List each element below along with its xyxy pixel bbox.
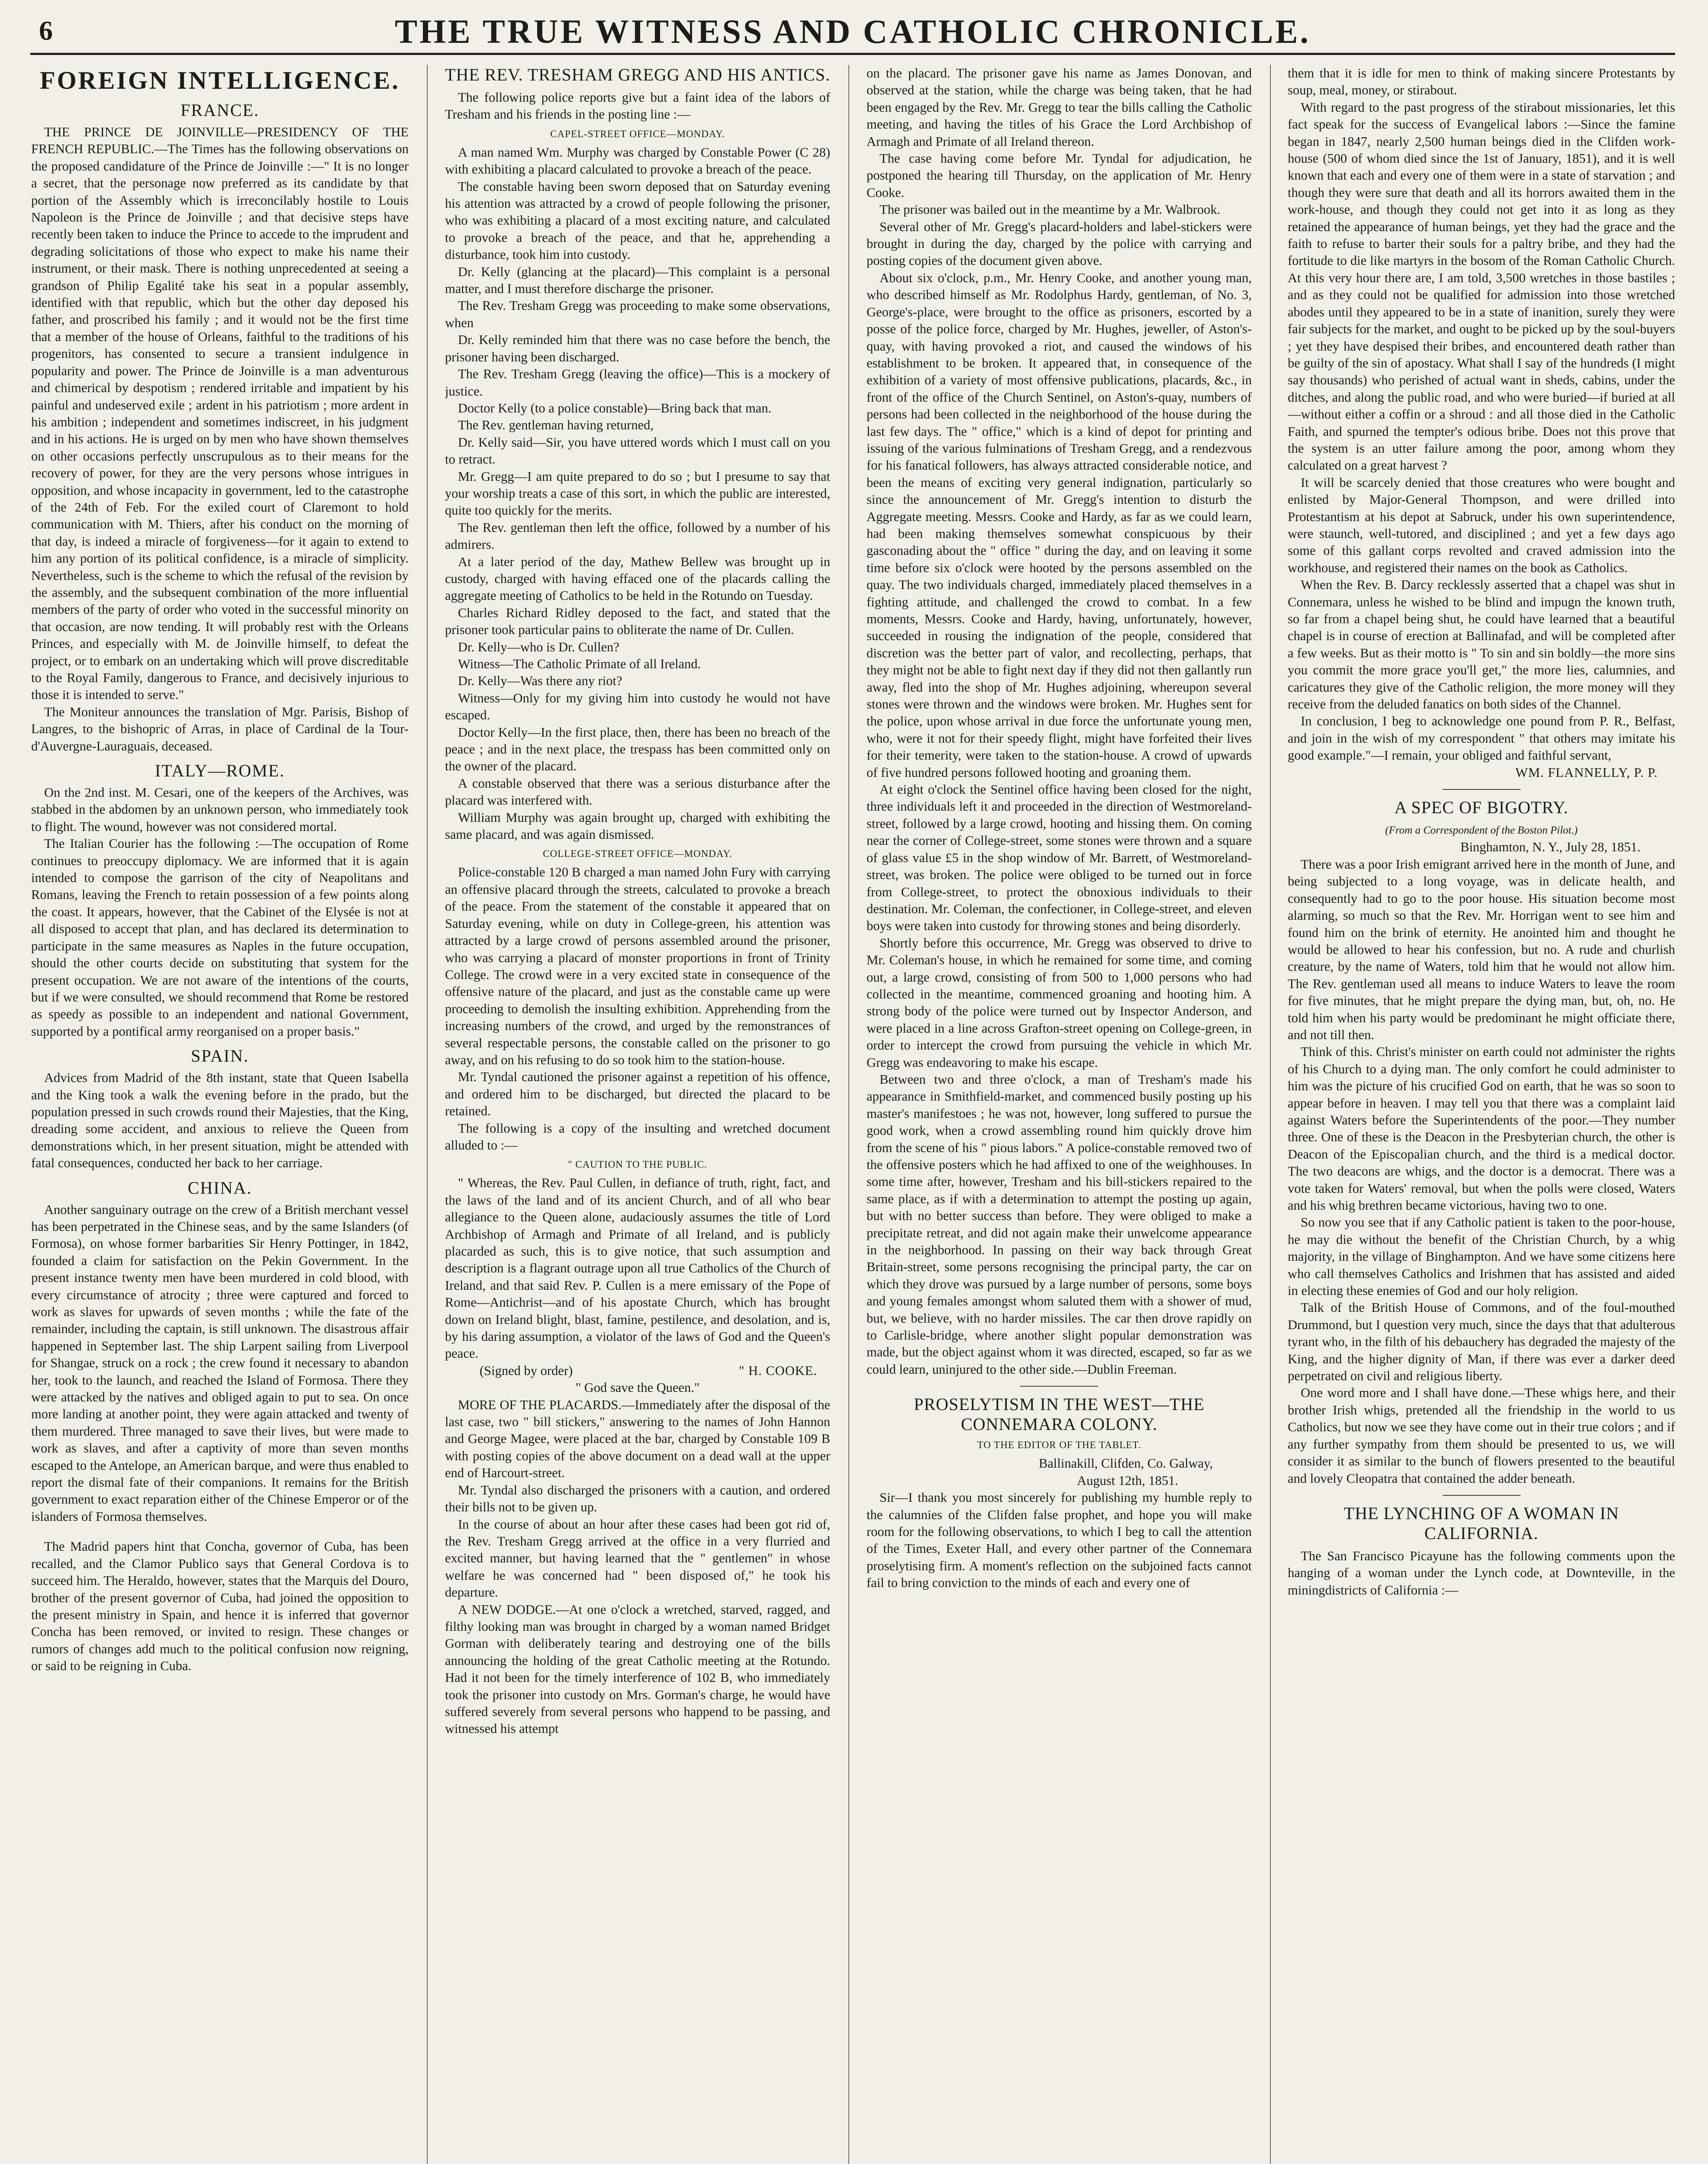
article-paragraph: Dr. Kelly—who is Dr. Cullen? [458, 639, 619, 654]
article-paragraph: Dr. Kelly (glancing at the placard)—This complaint is a personal matter, and I must therefore discharge the prisoner. [445, 264, 830, 296]
article-paragraph: When the Rev. B. Darcy recklessly asserted that a chapel was shut in Connemara, unless he wished to be blind and impugn the known truth, so far from a chapel being shut, he could have learned that a beautiful chapel is in course of erection at Ballinafad, and will be completed after a few weeks. But as their motto is " To sin and sin boldly—the more sins you commit the more grace you'll get," the more lies, calumnies, and caricatures they give of the Catholic religion, the more money will they receive from the deluded fanatics on both sides of the Channel. [1288, 577, 1675, 712]
article-paragraph: Dr. Kelly reminded him that there was no case before the bench, the prisoner having been discharged. [445, 332, 830, 364]
article-paragraph: Think of this. Christ's minister on earth could not administer the rights of his Church to a dying man. The only comfort he could administer to him was the picture of his crucified God on earth, that he was so soon to appear before in heaven. I may tell you that there was a complaint laid against Waters before the Superintendents of the poor.—They number three. One of these is the Deacon in the Presbyterian church, the other is Deacon of the Episcopalian church, and the third is a medical doctor. The two deacons are whigs, and the doctor is a democrat. There was a vote taken for Waters' removal, but when the polls were closed, Waters and his whig brethren became victorious, having two to one. [1288, 1044, 1675, 1213]
column-separator [427, 65, 428, 2164]
article-paragraph: Several other of Mr. Gregg's placard-holders and label-stickers were brought in during the day, charged by the police with carrying and posting copies of the document given above. [867, 219, 1252, 268]
article-paragraph: Between two and three o'clock, a man of Tresham's made his appearance in Smithfield-market, and commenced busily posting up his master's manifestoes ; he was not, however, long suffered to pursue the good work, when a crowd assembling round him quickly drove him from the scene of his " pious labors." A police-constable removed two of the offensive posters which he had affixed to one of the weighhouses. In some time after, however, Tresham and his bill-stickers repaired to the same place, as if with a determination to attempt the posting up again, but with no better success than before. They were obliged to make a precipitate retreat, and did not again make their unwelcome appearance in the neighborhood. In passing on their way back through Great Britain-street, some persons recognising the principal party, the car on which they drove was pursued by a large number of persons, some boys and young females amongst whom saluted them with a shower of mud, but, we believe, with no harder missiles. The car then drove rapidly on to Carlisle-bridge, where another slight popular demonstration was made, but the object against whom it was directed, escaped, so far as we could learn, uninjured to the other side.—Dublin Freeman. [867, 1072, 1252, 1377]
page-number: 6 [39, 15, 53, 46]
article-paragraph: Mr. Tyndal also discharged the prisoners with a caution, and ordered their bills not to be given up. [445, 1482, 830, 1515]
article-paragraph: Dr. Kelly—Was there any riot? [458, 673, 622, 689]
article-paragraph: The Rev. gentleman then left the office, followed by a number of his admirers. [445, 520, 830, 552]
to-the-editor: TO THE EDITOR OF THE TABLET. [977, 1439, 1141, 1451]
dateline: Ballinakill, Clifden, Co. Galway, [1038, 1456, 1213, 1471]
article-paragraph: Mr. Gregg—I am quite prepared to do so ; but I presume to say that your worship treats a case of this sort, in which the public are interested, quite too quickly for the merits. [445, 469, 830, 518]
article-paragraph: There was a poor Irish emigrant arrived here in the month of June, and being subjected to a long voyage, was in delicate health, and consequently had to go to the poor house. His situation become most alarming, so much so that the Rev. Mr. Horrigan went to see him and found him on the brink of eternity. He anointed him and thought he would be allowed to hear his confession, but no. A rude and churlish creature, by the name of Waters, told him that he would not allow him. The Rev. gentleman used all means to induce Waters to leave the room for five minutes, that he might prepare the dying man, but, oh, no. He told him when his party would be predominant he might officiate there, and not till then. [1288, 857, 1675, 1042]
article-paragraph: On the 2nd inst. M. Cesari, one of the keepers of the Archives, was stabbed in the abdomen by an unknown person, who immediately took to flight. The wound, however was not considered mortal. [31, 785, 409, 834]
column-separator [1270, 65, 1271, 2164]
masthead [30, 9, 1675, 57]
article-paragraph: With regard to the past progress of the stirabout missionaries, let this fact speak for the success of Evangelical labors :—Since the famine began in 1847, nearly 2,500 human beings died in the Clifden work-house (500 of whom died since the 1st of January, 1851), and it is well known that each and every one of them were in a state of starvation ; and though they were sure that death and all its horrors awaited them in the work-house, and though they could not get into it as long as they retained the appearance of human beings, yet they had the grace and the faith to refuse to barter their souls for a paltry bribe, and they had the fortitude to die like martyrs in the bosom of the Roman Catholic Church. At this very hour there are, I am told, 3,500 wretches in those bastiles ; and as they could not be qualified for admission into those wretched abodes until they appeared to be in a state of inanition, surely they were fair subjects for the market, and ought to be picked up by the soul-buyers ; yet they have despised their bribes, and encountered death rather than be guilty of the sin of apostacy. What shall I say of the hundreds (I might say thousands) who perished of actual want in sheds, cabins, under the ditches, and along the public road, and who were buried—if buried at all—without either a coffin or a shroud : and all those died in the Catholic Faith, and spurned the tempter's odious bribe. Does not this prove that the system is an utter failure among the poor, among whom they calculated on a great harvest ? [1288, 100, 1675, 473]
divider [1443, 1495, 1521, 1496]
article-paragraph: MORE OF THE PLACARDS.—Immediately after the disposal of the last case, two " bill stickers," answering to the names of John Hannon and George Magee, were placed at the bar, charged by Constable 109 B with posting copies of the above document on a dead wall at the upper end of Harcourt-street. [445, 1397, 830, 1481]
article-paragraph: The constable having been sworn deposed that on Saturday evening his attention was attracted by a crowd of people following the prisoner, who was exhibiting a placard of a most exciting nature, and calculated to provoke a breach of the peace, and that he, apprehending a disturbance, took him into custody. [445, 179, 830, 262]
article-paragraph: The Madrid papers hint that Concha, governor of Cuba, has been recalled, and the Clamor Publico says that General Cordova is to succeed him. The Heraldo, however, states that the Marquis del Douro, brother of the present governor of Cuba, had joined the opposition to the present ministry in Spain, and hence it is inferred that governor Concha has been removed, or invited to resign. These changes or rumors of changes add much to the political confusion now reigning, or said to be reigning in Cuba. [31, 1539, 409, 1674]
spacer [31, 1525, 409, 1538]
article-paragraph: THE PRINCE DE JOINVILLE—PRESIDENCY OF THE FRENCH REPUBLIC.—The Times has the following observations on the proposed candidature of the Prince de Joinville :—" It is no longer a secret, that the personage now preferred as its candidate by that portion of the Assembly which is irreconcilably hostile to Louis Napoleon is the Prince de Joinville ; and that decisive steps have recently been taken to induce the Prince to accede to the imprudent and degrading solicitations of those who expect to make his name their instrument, or their mask. There is nothing unprecedented at seeing a grandson of Philip Egalité take his seat in a popular assembly, identified with that republic, which but the other day deposed his father, and proscribed his family ; and it would not be the first time that a member of the house of Orleans, faithful to the traditions of his progenitors, has consented to secure a transient indulgence in popularity and power. The Prince de Joinville is a man adventurous and chimerical by despotism ; rendered irritable and impatient by his painful and undeserved exile ; ardent in his patriotism ; more ardent in his ambition ; independent and sometimes indiscreet, in his judgment and in his actions. He is urged on by men who have shown themselves on other occasions perfectly unscrupulous as to their means for the recovery of power, for they are the very persons whose intrigues in opposition, and whose incapacity in government, led to the catastrophe of the 24th of Feb. For the exiled court of Claremont to hold communication with M. Thiers, after his conduct on the morning of that day, is indeed a miracle of forgiveness—for it again to extend to him any portion of its political confidence, is a miracle of simplicity. Nevertheless, such is the scheme to which the refusal of the revision by the assembly, and the subsequent combination of the more influential members of the party of order who voted in the successful minority on that occasion, are now tending. It will probably rest with the Orleans Princes, and especially with M. de Joinville himself, to defeat the project, or to embark on an undertaking which will prove discreditable to the Royal Family, dangerous to France, and decisively injurious to those it is intended to serve." [31, 125, 409, 702]
letter-signature: WM. FLANNELLY, P. P. [1515, 765, 1658, 780]
article-paragraph: William Murphy was again brought up, charged with exhibiting the same placard, and was again dismissed. [445, 810, 830, 842]
article-paragraph: In the course of about an hour after these cases had been got rid of, the Rev. Tresham Gregg arrived at the office in a very flurried and excited manner, but having learned that the " gentlemen" in whose welfare he was concerned had " been disposed of," he took his departure. [445, 1517, 830, 1600]
article-paragraph: A constable observed that there was a serious disturbance after the placard was interfered with. [445, 776, 830, 808]
subheading-capel-street: CAPEL-STREET OFFICE—MONDAY. [550, 128, 725, 139]
column-4 [1288, 65, 1675, 2164]
article-paragraph: About six o'clock, p.m., Mr. Henry Cooke, and another young man, who described himself as Mr. Rodolphus Hardy, gentleman, of No. 3, George's-place, were brought to the office as prisoners, escorted by a posse of the police force, charged by Mr. Hughes, jeweller, of Aston's-quay, with having provoked a riot, and caused the windows of his establishment to be broken. It appeared that, in consequence of the exhibition of a variety of most offensive publications, placards, &c., in front of the office of the Church Sentinel, on Aston's-quay, numbers of persons had been collected in the neighborhood of the house during the last few days. The " office," which is a kind of depot for printing and issuing of the various fulminations of Tresham Gregg, and a rendezvous for his fanatical followers, has always attracted considerable notice, and been the means of exciting very general indignation, particularly so since the announcement of Mr. Gregg's intention to disturb the Aggregate meeting. Messrs. Cooke and Hardy, as far as we could learn, had been making themselves somewhat conspicuous by their gasconading about the " office " during the day, and on leaving it some time before six o'clock were hooted by the persons assembled on the quay. The two individuals charged, immediately placed themselves in a fighting attitude, and challenged the crowd to combat. In a few moments, Messrs. Cooke and Hardy, having, unfortunately, however, succeeded in rousing the indignation of the people, considered that discretion was the better part of valor, and recollecting, perhaps, that they might not be able to fight next day if they did not then gallantly run away, fled into the shop of Mr. Hughes adjoining, whereupon several stones were thrown and the windows were broken. Mr. Hughes sent for the police, upon whose arrival in due force the unfortunate young men, who, were it not for their speedy flight, might have forfeited their lives for their temerity, were taken to the station-house. A crowd of upwards of five hundred persons followed hooting and groaning them. [867, 270, 1252, 780]
article-paragraph: A NEW DODGE.—At one o'clock a wretched, starved, ragged, and filthy looking man was brought in charged by a woman named Bridget Gorman with deliberately tearing and destroying one of the bills announcing the holding of the great Catholic meeting at the Rotundo. Had it not been for the timely interference of 102 B, who immediately took the prisoner into custody on Mrs. Gorman's charge, he would have suffered severely from several persons who happend to be passing, and witnessed his attempt [445, 1602, 830, 1736]
subheading-italy-rome: ITALY—ROME. [155, 761, 285, 781]
article-paragraph: The San Francisco Picayune has the following comments upon the hanging of a woman under the Lynch code, at Downteville, in the miningdistricts of California :— [1288, 1548, 1675, 1597]
article-paragraph: At eight o'clock the Sentinel office having been closed for the night, three individuals left it and proceeded in the direction of Westmoreland-street, followed by a large crowd, hooting and hissing them. On coming near the corner of College-street, some stones were thrown and a square of glass value £5 in the shop window of Mr. Barrett, of Westmoreland-street, was broken. The police were obliged to be turned out in force from College-street, to protect the obnoxious individuals to their destination. Mr. Coleman, the confectioner, in College-street, and eleven boys were taken into custody for throwing stones and being disorderly. [867, 782, 1252, 934]
signed-by-order: (Signed by order) [480, 1363, 573, 1378]
article-heading-tresham-gregg: THE REV. TRESHAM GREGG AND HIS ANTICS. [445, 65, 830, 84]
column-3 [867, 65, 1252, 2164]
article-paragraph: In conclusion, I beg to acknowledge one pound from P. R., Belfast, and join in the wish of my correspondent " that others may imitate his good example."—I remain, your obliged and faithful servant, [1288, 714, 1675, 763]
god-save-the-queen: " God save the Queen." [575, 1380, 700, 1395]
article-paragraph: Police-constable 120 B charged a man named John Fury with carrying an offensive placard through the streets, calculated to provoke a breach of the peace. From the statement of the constable it appeared that on Saturday evening, while on duty in College-green, his attention was attracted by a large crowd of persons assembled around the prisoner, who was carrying a placard of monster proportions in front of Trinity College. The crowd were in a very excited state in consequence of the offensive nature of the placard, and just as the constable came up were proceeding to demolish the insulting exhibition. Apprehending from the increasing numbers of the crowd, and urged by the remonstrances of several respectable persons, the constable called on the prisoner to go away, and on his refusing to do so took him to the station-house. [445, 865, 830, 1067]
article-paragraph: Advices from Madrid of the 8th instant, state that Queen Isabella and the King took a walk the evening before in the prado, but the population pressed in such crowds round their Majesties, that the King, dreading some accident, and anxious to relieve the Queen from demonstrations which, in her present situation, might be attended with fatal consequences, conducted her back to her carriage. [31, 1070, 409, 1171]
column-2 [445, 65, 830, 2164]
article-paragraph: Mr. Tyndal cautioned the prisoner against a repetition of his offence, and ordered him to be discharged, but directed the placard to be retained. [445, 1069, 830, 1119]
article-paragraph: The following police reports give but a faint idea of the labors of Tresham and his friends in the posting line :— [445, 90, 830, 122]
dateline-date: August 12th, 1851. [1077, 1473, 1178, 1488]
subheading-france: FRANCE. [180, 100, 259, 120]
article-paragraph: Charles Richard Ridley deposed to the fact, and stated that the prisoner took particular pains to obliterate the name of Dr. Cullen. [445, 605, 830, 638]
signer-name: " H. COOKE. [738, 1363, 817, 1378]
article-paragraph: One word more and I shall have done.—These whigs here, and their brother Irish whigs, pretended all the friendship in the world to us Catholics, but now we see they have come out in their true colors ; and if any further sympathy from them should be presented to us, we will consider it as similar to the bunch of flowers presented to the beautiful and lovely Cleopatra that contained the adder beneath. [1288, 1385, 1675, 1486]
newspaper-title: THE TRUE WITNESS AND CATHOLIC CHRONICLE. [395, 13, 1311, 50]
masthead-row [30, 12, 1675, 51]
subheading-caution: " CAUTION TO THE PUBLIC. [568, 1159, 707, 1170]
article-paragraph: The Rev. Tresham Gregg was proceeding to make some observations, when [445, 298, 830, 330]
section-heading-foreign-intelligence: FOREIGN INTELLIGENCE. [40, 66, 400, 94]
article-paragraph: The Moniteur announces the translation of Mgr. Parisis, Bishop of Langres, to the bishopric of Arras, in place of Cardinal de la Tour-d'Auvergne-Lauraguais, deceased. [31, 704, 409, 754]
article-paragraph: A man named Wm. Murphy was charged by Constable Power (C 28) with exhibiting a placard calculated to provoke a breach of the peace. [445, 145, 830, 177]
column-1 [31, 65, 409, 2164]
article-paragraph: The case having come before Mr. Tyndal for adjudication, he postponed the hearing till Thursday, on the application of Mr. Henry Cooke. [867, 151, 1252, 200]
article-paragraph: The prisoner was bailed out in the meantime by a Mr. Walbrook. [880, 202, 1221, 217]
article-paragraph: Dr. Kelly said—Sir, you have uttered words which I must call on you to retract. [445, 435, 830, 467]
article-paragraph: The Rev. gentleman having returned, [458, 418, 654, 433]
article-paragraph: on the placard. The prisoner gave his name as James Donovan, and observed at the station, while the charge was being taken, that he had been engaged by the Rev. Mr. Gregg to tear the bills calling the Catholic meeting, and having the titles of his Grace the Lord Archbishop of Armagh and Primate of all Ireland thereon. [867, 66, 1252, 149]
subheading-china: CHINA. [187, 1178, 252, 1198]
signature-line [445, 1362, 830, 1379]
masthead-rule [30, 53, 1675, 55]
article-paragraph: Witness—The Catholic Primate of all Ireland. [458, 657, 701, 671]
article-paragraph: Sir—I thank you most sincerely for publishing my humble reply to the calumnies of the Clifden false prophet, and hope you will make room for the following observations, to which I beg to call the attention of the Times, Exeter Hall, and every other partner of the Connemara proselytising firm. A moment's reflection on the subjoined facts cannot fail to bring conviction to the minds of each and every one of [867, 1490, 1252, 1591]
article-paragraph: them that it is idle for men to think of making sincere Protestants by soup, meal, money, or stirabout. [1288, 66, 1675, 98]
article-paragraph: At a later period of the day, Mathew Bellew was brought up in custody, charged with having effaced one of the placards calling the aggregate meeting of Catholics to be held in the Rotundo on Tuesday. [445, 554, 830, 603]
divider [1020, 1386, 1098, 1387]
source-note: (From a Correspondent of the Boston Pilot.) [1385, 824, 1578, 837]
article-paragraph: " Whereas, the Rev. Paul Cullen, in defiance of truth, right, fact, and the laws of the land and of its ancient Church, and of all who bear allegiance to the Queen alone, audaciously assumes the title of Lord Archbishop of Armagh and Primate of all Ireland, and is publicly placarded as such, this is to give notice, that such assumption and description is a flagrant outrage upon all true Catholics of the Church of Ireland, and that said Rev. P. Cullen is a mere emissary of the Pope of Rome—Antichrist—and of his apostate Church, which has brought down on Ireland blight, blast, famine, pestilence, and desolation, and is, by his daring assumption, a violator of the laws of God and the Queen's peace. [445, 1175, 830, 1361]
article-paragraph: The Italian Courier has the following :—The occupation of Rome continues to preoccupy diplomacy. We are informed that it is again intended to compose the garrison of the city of Neapolitans and Romans, leaving the French to retain possession of a few points along the coast. It appears, however, that the Cabinet of the Elysée is not at all disposed to accept that plan, and has declared its determination to participate in the same measures as Naples in the future occupation, should the other courts decide on substituting that system for the present occupation. We are not aware of the intentions of the courts, but if we were consulted, we should recommend that Rome be restored as speedy as possible to an independent and national Government, supported by a pontifical army reorganised on a proper basis." [31, 836, 409, 1039]
article-paragraph: Another sanguinary outrage on the crew of a British merchant vessel has been perpetrated in the Chinese seas, and by the same Islanders (of Formosa), on whose former barbarities Sir Henry Pottinger, in 1842, founded a claim for satisfaction on the Pekin Government. In the present instance twenty men have been murdered in cold blood, with every circumstance of atrocity ; three were captured and forced to work as slaves for upwards of seven months ; while the fate of the remainder, including the captain, is still unknown. The disastrous affair happened in September last. The ship Larpent sailing from Liverpool for Shangae, struck on a rock ; the crew found it necessary to abandon her, took to the launch, and reached the Island of Formosa. There they were attacked by the natives and obliged again to put to sea. On once more landing at another point, they were again attacked and twenty of them murdered. Three managed to save their lives, but were made to work as slaves, and after a captivity of more than seven months escaped to the Antelope, an American barque, and were thus enabled to report the dismal fate of their companions. It remains for the British government to exact reparation either of the Chinese Emperor or of the islanders of Formosa themselves. [31, 1202, 409, 1524]
article-paragraph: Witness—Only for my giving him into custody he would not have escaped. [445, 690, 830, 723]
article-paragraph: The Rev. Tresham Gregg (leaving the office)—This is a mockery of justice. [445, 367, 830, 399]
article-paragraph: Talk of the British House of Commons, and of the foul-mouthed Drummond, but I question very much, since the days that that adulterous tyrant who, in the filth of his debauchery has degraded the majesty of the King, and the higher dignity of Man, if there was ever a darker deed perpetrated on civil and religious liberty. [1288, 1300, 1675, 1384]
article-heading-proselytism: PROSELYTISM IN THE WEST—THE CONNEMARA COLONY. [914, 1394, 1205, 1434]
article-paragraph: Doctor Kelly—In the first place, then, there has been no breach of the peace ; and in the next place, the trespass has been committed only on the owner of the placard. [445, 725, 830, 774]
subheading-spain: SPAIN. [191, 1046, 249, 1066]
article-heading-lynching: THE LYNCHING OF A WOMAN IN CALIFORNIA. [1344, 1503, 1619, 1543]
article-paragraph: Doctor Kelly (to a police constable)—Bring back that man. [458, 400, 772, 415]
article-paragraph: Shortly before this occurrence, Mr. Gregg was observed to drive to Mr. Coleman's house, in which he remained for some time, and coming out, a large crowd, consisting of from 500 to 1,000 persons who had collected in the meantime, commenced groaning and hooting him. A strong body of the police were turned out by Inspector Anderson, and were placed in a line across Grafton-street opening on College-green, in order to intercept the crowd from pursuing the vehicle in which Mr. Gregg was endeavoring to make his escape. [867, 935, 1252, 1070]
column-separator [848, 65, 849, 2164]
article-paragraph: The following is a copy of the insulting and wretched document alluded to :— [445, 1121, 830, 1153]
article-paragraph: So now you see that if any Catholic patient is taken to the poor-house, he may die without the benefit of the Christian Church, by a whig majority, in the village of Binghampton. And we have some citizens here who call themselves Catholics and Irishmen that has assisted and aided in electing these enemies of God and our holy religion. [1288, 1215, 1675, 1298]
article-heading-spec-of-bigotry: A SPEC OF BIGOTRY. [1394, 798, 1569, 818]
subheading-college-street: COLLEGE-STREET OFFICE—MONDAY. [543, 848, 732, 860]
dateline: Binghamton, N. Y., July 28, 1851. [1460, 840, 1640, 855]
article-paragraph: It will be scarcely denied that those creatures who were bought and enlisted by Major-General Thompson, and were drilled into Protestantism at his depot at Sabruck, under his own superintendence, were staunch, well-tutored, and disciplined ; and yet a few days ago some of this gallant corps revolted and craved admission into the workhouse, and registered their names on the book as Catholics. [1288, 475, 1675, 575]
divider [1443, 789, 1521, 790]
